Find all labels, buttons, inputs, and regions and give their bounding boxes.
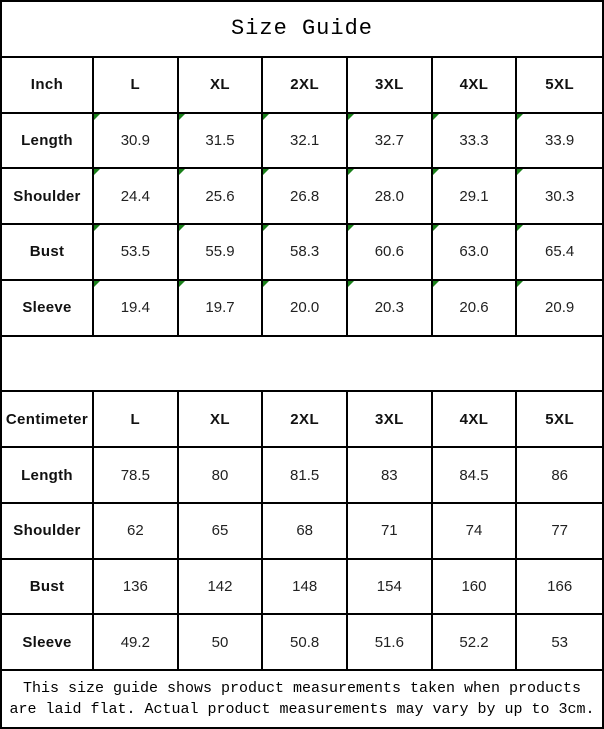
cm-size-header-2xl: 2XL [263, 392, 348, 448]
flag-triangle-icon [94, 281, 100, 287]
inch-value-cell [348, 281, 433, 337]
inch-size-header-xl: XL [179, 58, 264, 114]
flag-triangle-icon [94, 169, 100, 175]
flag-triangle-icon [179, 169, 185, 175]
flag-triangle-icon [179, 225, 185, 231]
flag-triangle-icon [263, 169, 269, 175]
inch-value-cell [348, 169, 433, 225]
inch-value-cell [433, 281, 518, 337]
cm-value-cell: 52.2 [433, 615, 518, 671]
cm-size-header-3xl: 3XL [348, 392, 433, 448]
inch-value-cell [517, 281, 602, 337]
inch-size-header-3xl: 3XL [348, 58, 433, 114]
inch-row-label-shoulder: Shoulder [2, 169, 94, 225]
flag-triangle-icon [433, 114, 439, 120]
inch-value-cell [517, 169, 602, 225]
cm-value-cell: 74 [433, 504, 518, 560]
inch-row-label-length: Length [2, 114, 94, 170]
flag-triangle-icon [94, 114, 100, 120]
cell-value: 20.0 [290, 299, 320, 317]
cm-row-label-shoulder: Shoulder [2, 504, 94, 560]
inch-value-cell [263, 225, 348, 281]
inch-value-cell [263, 281, 348, 337]
table-spacer-row [2, 337, 602, 393]
flag-triangle-icon [263, 114, 269, 120]
inch-value-cell [179, 169, 264, 225]
cm-value-cell: 65 [179, 504, 264, 560]
cell-value: 58.3 [290, 243, 320, 261]
cell-value: 33.3 [459, 131, 489, 149]
inch-size-header-2xl: 2XL [263, 58, 348, 114]
flag-triangle-icon [517, 281, 523, 287]
flag-triangle-icon [433, 169, 439, 175]
flag-triangle-icon [517, 225, 523, 231]
cell-value: 32.1 [290, 131, 320, 149]
cm-value-cell: 71 [348, 504, 433, 560]
cm-value-cell: 136 [94, 560, 179, 616]
cm-value-cell: 166 [517, 560, 602, 616]
inch-value-cell [517, 114, 602, 170]
inch-size-header-5xl: 5XL [517, 58, 602, 114]
cell-value: 25.6 [205, 187, 235, 205]
inch-value-cell [179, 114, 264, 170]
cm-size-header-5xl: 5XL [517, 392, 602, 448]
inch-value-cell [94, 169, 179, 225]
flag-triangle-icon [517, 114, 523, 120]
cell-value: 26.8 [290, 187, 320, 205]
cell-value: 29.1 [459, 187, 489, 205]
flag-triangle-icon [263, 225, 269, 231]
flag-triangle-icon [179, 281, 185, 287]
inch-unit-header: Inch [2, 58, 94, 114]
cell-value: 30.3 [545, 187, 575, 205]
cm-value-cell: 62 [94, 504, 179, 560]
cell-value: 20.3 [374, 299, 404, 317]
inch-value-cell [433, 169, 518, 225]
inch-row-label-sleeve: Sleeve [2, 281, 94, 337]
cell-value: 32.7 [374, 131, 404, 149]
cell-value: 33.9 [545, 131, 575, 149]
inch-value-cell [517, 225, 602, 281]
cm-size-header-l: L [94, 392, 179, 448]
cell-value: 63.0 [459, 243, 489, 261]
flag-triangle-icon [263, 281, 269, 287]
cm-size-header-4xl: 4XL [433, 392, 518, 448]
cm-value-cell: 142 [179, 560, 264, 616]
cell-value: 65.4 [545, 243, 575, 261]
footer-note [2, 671, 602, 727]
inch-value-cell [433, 225, 518, 281]
flag-triangle-icon [517, 169, 523, 175]
cm-value-cell: 81.5 [263, 448, 348, 504]
flag-triangle-icon [348, 114, 354, 120]
footer-note-line-2: are laid flat. Actual product measurements may vary by up to 3cm. [9, 701, 595, 719]
cell-value: 55.9 [205, 243, 235, 261]
flag-triangle-icon [433, 281, 439, 287]
cm-value-cell: 83 [348, 448, 433, 504]
cm-unit-header: Centimeter [2, 392, 94, 448]
cm-value-cell: 50.8 [263, 615, 348, 671]
inch-value-cell [179, 281, 264, 337]
inch-size-header-4xl: 4XL [433, 58, 518, 114]
cm-row-label-sleeve: Sleeve [2, 615, 94, 671]
cell-value: 30.9 [120, 131, 150, 149]
cell-value: 53.5 [120, 243, 150, 261]
cell-value: 28.0 [374, 187, 404, 205]
cell-value: 20.9 [545, 299, 575, 317]
cm-row-label-bust: Bust [2, 560, 94, 616]
cell-value: 19.4 [120, 299, 150, 317]
cm-value-cell: 53 [517, 615, 602, 671]
cm-value-cell: 86 [517, 448, 602, 504]
inch-value-cell [94, 281, 179, 337]
cm-value-cell: 84.5 [433, 448, 518, 504]
footer-note-line-1: This size guide shows product measurements taken when products [22, 680, 582, 698]
inch-size-header-l: L [94, 58, 179, 114]
inch-value-cell [433, 114, 518, 170]
cell-value: 24.4 [120, 187, 150, 205]
cm-value-cell: 154 [348, 560, 433, 616]
inch-value-cell [348, 114, 433, 170]
cm-value-cell: 68 [263, 504, 348, 560]
cm-value-cell: 80 [179, 448, 264, 504]
cm-size-header-xl: XL [179, 392, 264, 448]
cell-value: 31.5 [205, 131, 235, 149]
inch-row-label-bust: Bust [2, 225, 94, 281]
flag-triangle-icon [179, 114, 185, 120]
cell-value: 20.6 [459, 299, 489, 317]
cm-value-cell: 148 [263, 560, 348, 616]
cm-value-cell: 51.6 [348, 615, 433, 671]
cm-value-cell: 50 [179, 615, 264, 671]
cm-value-cell: 78.5 [94, 448, 179, 504]
inch-value-cell [348, 225, 433, 281]
cm-value-cell: 49.2 [94, 615, 179, 671]
cm-value-cell: 160 [433, 560, 518, 616]
cell-value: 60.6 [374, 243, 404, 261]
page-title: Size Guide [2, 2, 602, 58]
inch-value-cell [94, 225, 179, 281]
cell-value: 19.7 [205, 299, 235, 317]
inch-value-cell [94, 114, 179, 170]
flag-triangle-icon [348, 225, 354, 231]
cm-row-label-length: Length [2, 448, 94, 504]
flag-triangle-icon [348, 281, 354, 287]
flag-triangle-icon [433, 225, 439, 231]
inch-value-cell [179, 225, 264, 281]
flag-triangle-icon [348, 169, 354, 175]
flag-triangle-icon [94, 225, 100, 231]
inch-value-cell [263, 169, 348, 225]
cm-value-cell: 77 [517, 504, 602, 560]
inch-value-cell [263, 114, 348, 170]
